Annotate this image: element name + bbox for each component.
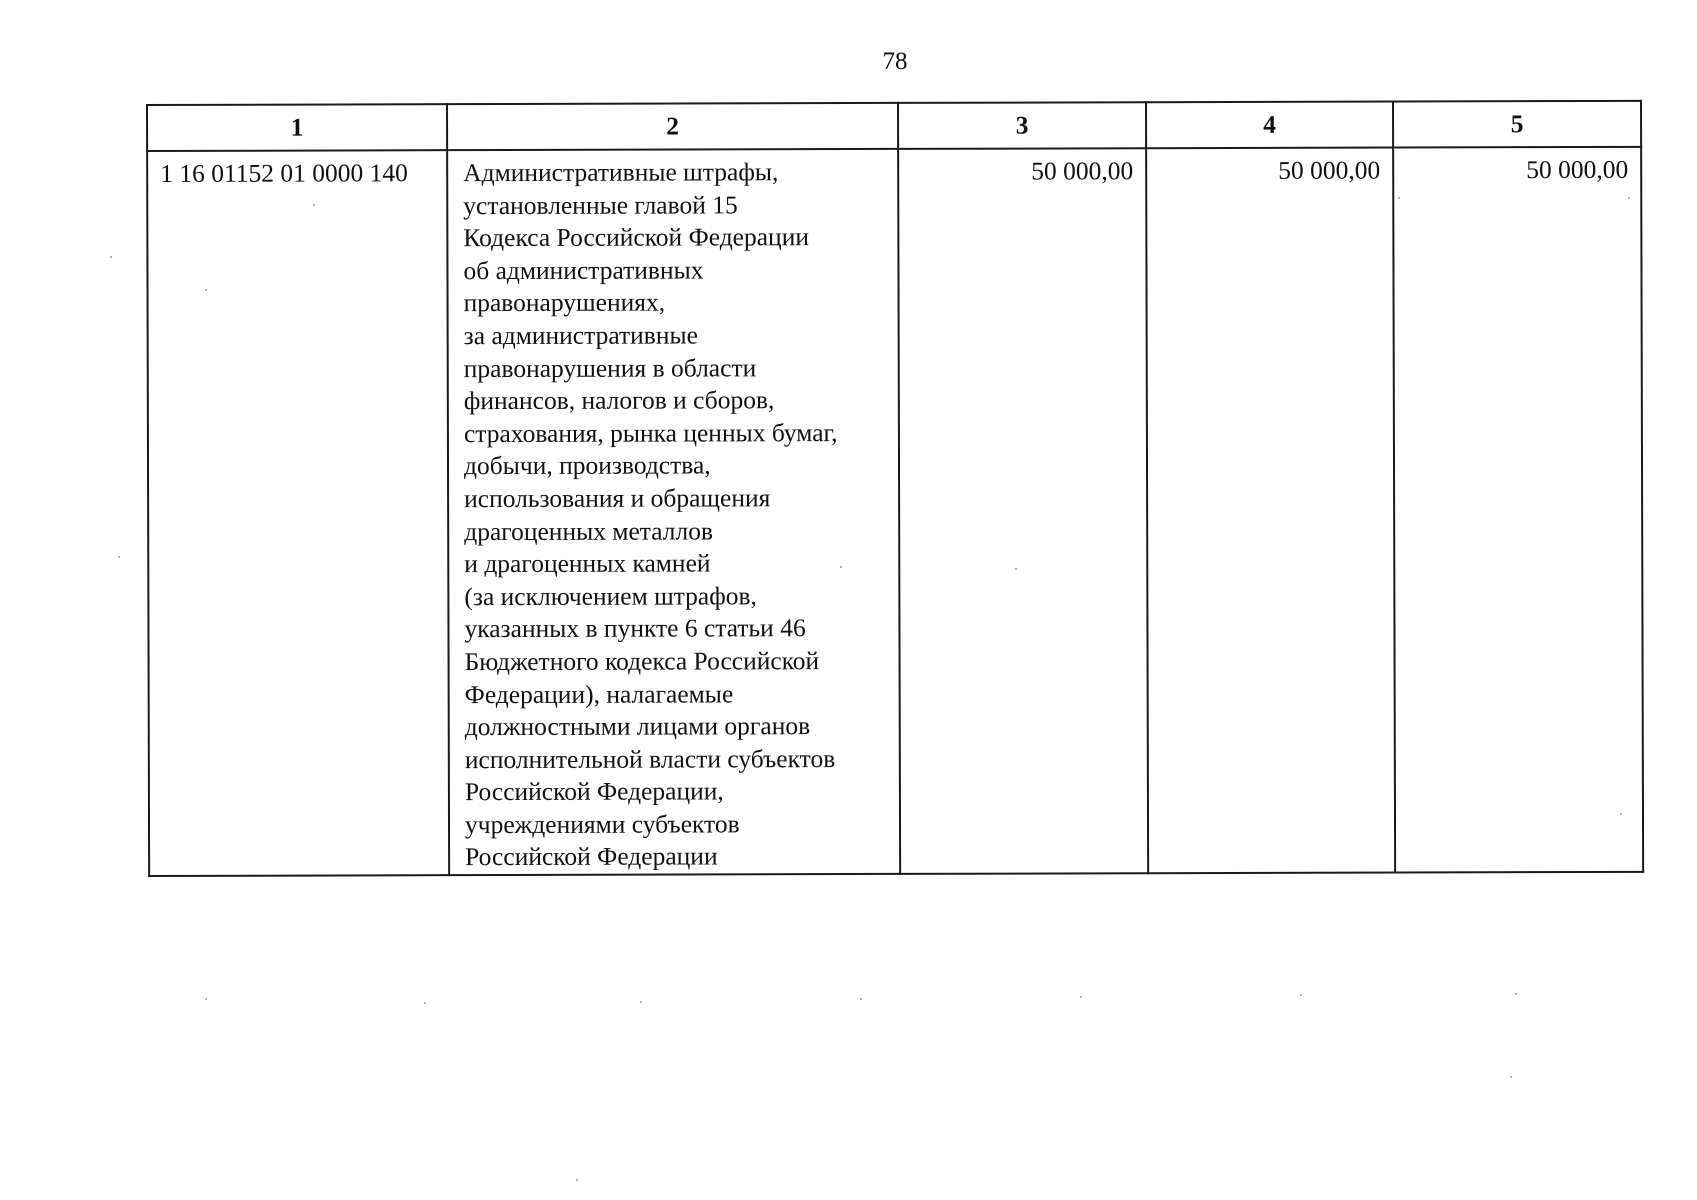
description-line: за административные [463, 320, 698, 351]
income-description [447, 149, 900, 875]
table-row [147, 147, 1643, 876]
description-line: (за исключением штрафов, [464, 581, 757, 611]
description-line: об административных [463, 255, 704, 285]
scan-speck [205, 289, 207, 291]
amount-column-4: 50 000,00 [1146, 148, 1395, 874]
description-line: Российской Федерации [465, 841, 718, 872]
scan-speck [1015, 568, 1017, 570]
description-line: указанных в пункте 6 статьи 46 [464, 613, 806, 644]
column-header-5: 5 [1393, 101, 1641, 148]
description-line: использования и обращения [464, 483, 771, 514]
amount-column-3: 50 000,00 [898, 148, 1148, 874]
amount-column-5: 50 000,00 [1393, 147, 1643, 873]
column-header-1: 1 [147, 104, 447, 151]
scan-speck [1620, 813, 1622, 815]
scan-speck [860, 998, 862, 1000]
description-line: учреждениями субъектов [464, 809, 740, 839]
scan-speck [1080, 996, 1082, 998]
description-line: и драгоценных камней [464, 548, 711, 579]
description-line: правонарушения в области [463, 352, 757, 383]
description-line: финансов, налогов и сборов, [463, 385, 775, 416]
scan-speck [840, 566, 842, 568]
table-header-row [147, 101, 1641, 151]
scan-speck [313, 204, 315, 206]
scan-speck [1515, 993, 1517, 995]
scan-speck [1398, 197, 1400, 199]
description-line: исполнительной власти субъектов [464, 743, 836, 774]
scan-speck [1510, 1076, 1512, 1078]
page-number: 78 [882, 48, 908, 75]
description-line: Бюджетного кодекса Российской [464, 646, 820, 677]
description-line: Кодекса Российской Федерации [463, 222, 810, 253]
scan-speck [1300, 994, 1302, 996]
scan-speck [640, 1001, 642, 1003]
budget-classification-code: 1 16 01152 01 0000 140 [147, 150, 449, 876]
scan-speck [424, 1002, 426, 1004]
description-line: установленные главой 15 [463, 189, 738, 220]
description-line: правонарушениях, [463, 287, 666, 318]
description-line: добычи, производства, [463, 450, 711, 481]
description-line: страхования, рынка ценных бумаг, [463, 417, 838, 448]
description-line: Российской Федерации, [464, 776, 724, 807]
scan-speck [110, 256, 112, 258]
column-header-2: 2 [447, 103, 898, 150]
scan-speck [576, 1179, 578, 1181]
description-line: должностными лицами органов [464, 711, 811, 742]
description-line: Административные штрафы, [463, 157, 779, 188]
column-header-4: 4 [1146, 102, 1393, 149]
scan-speck [205, 998, 207, 1000]
budget-table [146, 100, 1644, 877]
description-line: драгоценных металлов [464, 515, 714, 546]
scan-speck [1628, 197, 1630, 199]
scan-speck [118, 556, 120, 558]
description-line: Федерации), налагаемые [464, 678, 734, 709]
column-header-3: 3 [898, 102, 1146, 149]
